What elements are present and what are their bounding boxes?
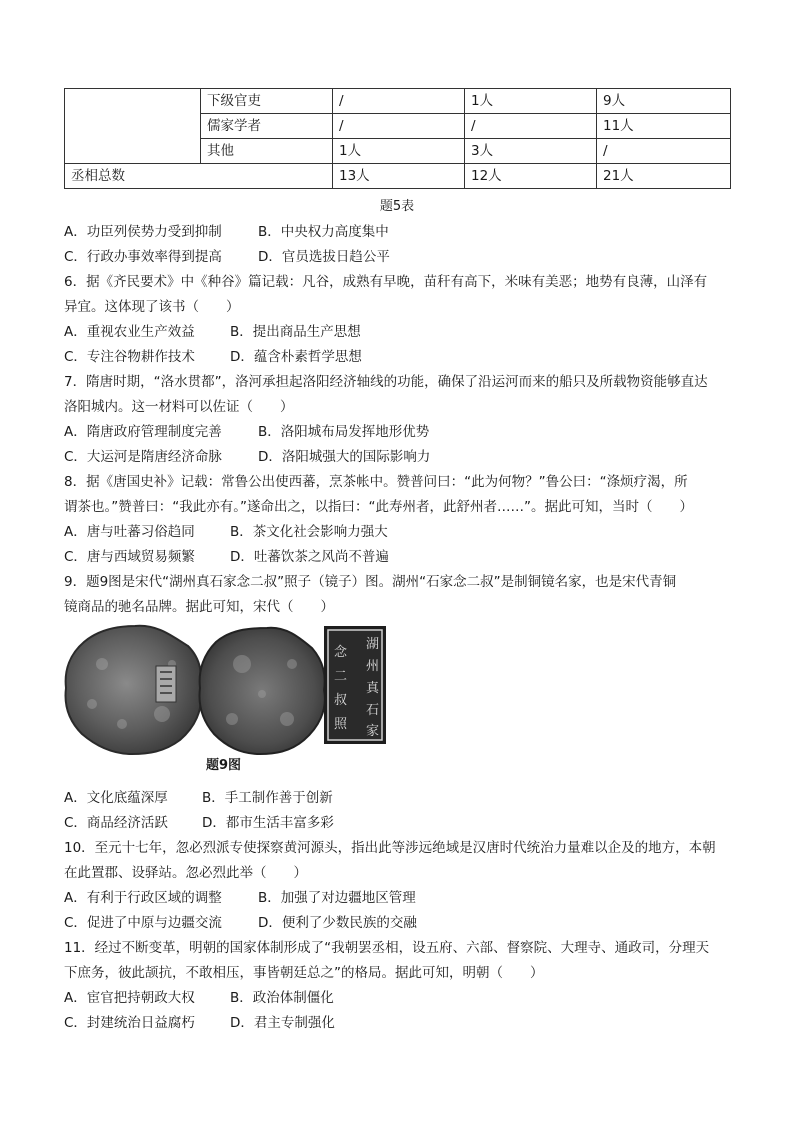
table-5 <box>64 88 731 189</box>
q5-options-row2 <box>64 245 390 265</box>
q11-options-row1 <box>64 986 334 1006</box>
q7-option-b: B．洛阳城布局发挥地形优势 <box>258 424 430 440</box>
q6-option-b: B．提出商品生产思想 <box>230 324 361 340</box>
bronze-mirror-figure <box>62 624 392 756</box>
q7-options-row2 <box>64 445 431 465</box>
q5-option-c: C．行政办事效率得到提高 <box>64 249 222 265</box>
q10-stem-line1: 10．至元十七年，忽必烈派专使探察黄河源头，指出此等涉远绝域是汉唐时代统治力量难以企及的地方，本朝 <box>64 840 716 856</box>
svg-text:石: 石 <box>366 703 380 718</box>
table-caption: 题5表 <box>379 199 415 214</box>
q9-stem-line2: 镜商品的驰名品牌。据此可知，宋代（ ） <box>64 599 334 615</box>
q8-stem-line1: 8．据《唐国史补》记载：常鲁公出使西蕃，烹茶帐中。赞普问曰：“此为何物？”鲁公曰：“涤烦疗渴，所 <box>64 474 688 490</box>
q8-options-row1 <box>64 520 388 540</box>
q5-option-d: D．官员选拔日趋公平 <box>258 249 390 265</box>
q6-stem-line2: 异宜。这体现了该书（ ） <box>64 299 240 315</box>
table-cell: / <box>333 89 465 114</box>
table-cell: 13人 <box>333 164 465 189</box>
table-cell: 9人 <box>597 89 731 114</box>
table-cell: 12人 <box>465 164 597 189</box>
table-cell: / <box>597 139 731 164</box>
svg-text:叔: 叔 <box>334 693 348 708</box>
table-cell: 3人 <box>465 139 597 164</box>
svg-text:照: 照 <box>334 717 348 732</box>
q8-option-d: D．吐蕃饮茶之风尚不普遍 <box>230 549 389 565</box>
q8-option-b: B．茶文化社会影响力强大 <box>230 524 388 540</box>
table-row-total <box>65 164 731 189</box>
q5-option-b: B．中央权力高度集中 <box>258 224 389 240</box>
q6-stem-line1: 6．据《齐民要术》中《种谷》篇记载：凡谷，成熟有早晚，苗秆有高下，米味有美恶；地势有良薄，山泽有 <box>64 274 708 290</box>
q7-options-row1 <box>64 420 430 440</box>
q7-option-c: C．大运河是隋唐经济命脉 <box>64 449 222 465</box>
svg-text:州: 州 <box>366 659 380 674</box>
table-cell: 下级官吏 <box>201 89 333 114</box>
table-cell: 1人 <box>465 89 597 114</box>
q8-option-a: A．唐与吐蕃习俗趋同 <box>64 524 195 540</box>
q11-option-d: D．君主专制强化 <box>230 1015 335 1031</box>
q8-stem-line2: 谓茶也。”赞普曰：“我此亦有。”遂命出之，以指曰：“此寿州者，此舒州者……”。据此可知，当时（ ） <box>64 499 693 515</box>
q8-options-row2 <box>64 545 389 565</box>
table-cell: 其他 <box>201 139 333 164</box>
q10-option-d: D．便利了少数民族的交融 <box>258 915 417 931</box>
q10-options-row1 <box>64 886 416 906</box>
q11-option-c: C．封建统治日益腐朽 <box>64 1015 195 1031</box>
q6-option-c: C．专注谷物耕作技术 <box>64 349 195 365</box>
table-cell: / <box>465 114 597 139</box>
table-cell: 1人 <box>333 139 465 164</box>
q11-option-a: A．宦官把持朝政大权 <box>64 990 195 1006</box>
svg-text:真: 真 <box>366 681 380 696</box>
table-cell-empty <box>65 89 201 164</box>
q10-option-b: B．加强了对边疆地区管理 <box>258 890 416 906</box>
table-cell: / <box>333 114 465 139</box>
q7-stem-line2: 洛阳城内。这一材料可以佐证（ ） <box>64 399 294 415</box>
q10-stem-line2: 在此置郡、设驿站。忽必烈此举（ ） <box>64 865 307 881</box>
q7-stem-line1: 7．隋唐时期，“洛水贯都”，洛河承担起洛阳经济轴线的功能，确保了沿运河而来的船只及所载物资能够直达 <box>64 374 708 390</box>
q6-option-a: A．重视农业生产效益 <box>64 324 195 340</box>
svg-text:二: 二 <box>334 669 348 684</box>
q5-options-row1 <box>64 220 389 240</box>
q7-option-a: A．隋唐政府管理制度完善 <box>64 424 222 440</box>
q9-options-row2 <box>64 811 334 831</box>
q9-option-a: A．文化底蕴深厚 <box>64 790 168 806</box>
svg-text:念: 念 <box>334 645 348 660</box>
q9-options-row1 <box>64 786 333 806</box>
mirror-front-image <box>200 628 325 754</box>
q11-option-b: B．政治体制僵化 <box>230 990 334 1006</box>
table-row <box>65 89 731 114</box>
table-cell: 21人 <box>597 164 731 189</box>
figure-9-label: 题9图 <box>206 758 242 773</box>
svg-text:湖: 湖 <box>366 637 380 652</box>
q11-stem-line2: 下庶务，彼此颉抗，不敢相压，事皆朝廷总之”的格局。据此可知，明朝（ ） <box>64 965 544 981</box>
mirror-back-image <box>66 626 201 754</box>
seal-inscription-image <box>324 626 386 744</box>
svg-text:家: 家 <box>366 724 380 739</box>
q9-option-d: D．都市生活丰富多彩 <box>202 815 334 831</box>
q6-option-d: D．蕴含朴素哲学思想 <box>230 349 362 365</box>
table-cell-total-label: 丞相总数 <box>65 164 333 189</box>
q9-option-b: B．手工制作善于创新 <box>202 790 333 806</box>
q10-option-c: C．促进了中原与边疆交流 <box>64 915 222 931</box>
q10-option-a: A．有利于行政区域的调整 <box>64 890 222 906</box>
q8-option-c: C．唐与西域贸易频繁 <box>64 549 195 565</box>
q7-option-d: D．洛阳城强大的国际影响力 <box>258 449 431 465</box>
table-cell: 11人 <box>597 114 731 139</box>
q6-options-row2 <box>64 345 362 365</box>
q6-options-row1 <box>64 320 361 340</box>
q10-options-row2 <box>64 911 417 931</box>
q11-options-row2 <box>64 1011 335 1031</box>
q11-stem-line1: 11．经过不断变革，明朝的国家体制形成了“我朝罢丞相，设五府、六部、督察院、大理寺、通政司，分理天 <box>64 940 710 956</box>
table-cell: 儒家学者 <box>201 114 333 139</box>
q9-option-c: C．商品经济活跃 <box>64 815 168 831</box>
q5-option-a: A．功臣列侯势力受到抑制 <box>64 224 222 240</box>
q9-stem-line1: 9．题9图是宋代“湖州真石家念二叔”照子（镜子）图。湖州“石家念二叔”是制铜镜名家，也是宋代青铜 <box>64 574 677 590</box>
